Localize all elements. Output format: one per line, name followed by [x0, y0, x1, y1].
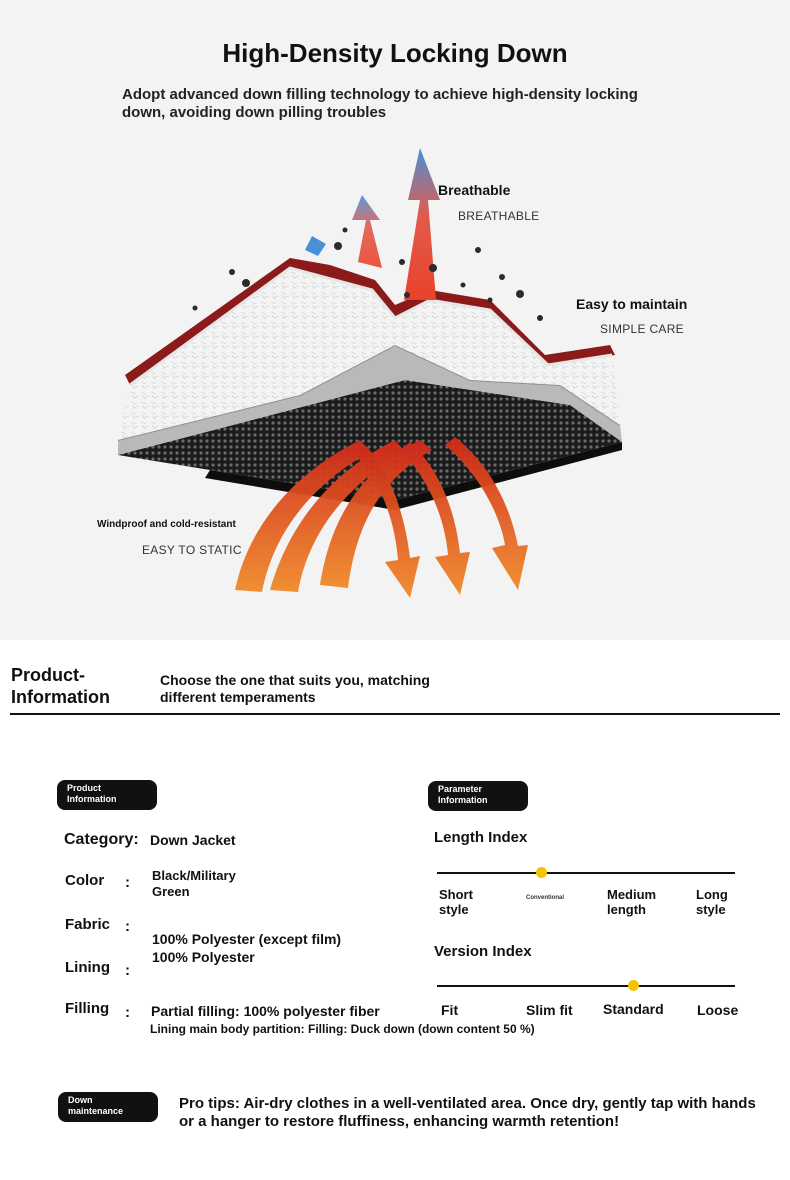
- version-option-standard: Standard: [603, 1001, 664, 1017]
- length-scale-marker: [536, 867, 547, 878]
- label-simple-care: SIMPLE CARE: [600, 322, 684, 336]
- fabric-value: 100% Polyester (except film) 100% Polyester: [152, 931, 342, 965]
- filling-value: Partial filling: 100% polyester fiber: [151, 1003, 380, 1019]
- label-breathable-caps: BREATHABLE: [458, 209, 540, 223]
- length-option-conventional: Conventional: [526, 895, 565, 901]
- pro-tips-text: Pro tips: Air-dry clothes in a well-ventilated area. Once dry, gently tap with hands or a hanger to restore fluffiness, enhancing warmth retention!: [179, 1095, 756, 1130]
- color-value: Black/Military Green: [152, 868, 236, 899]
- product-information-pill: Product Information: [57, 780, 157, 810]
- label-windproof: Windproof and cold-resistant: [97, 519, 236, 530]
- filling-extra: Lining main body partition: Filling: Duck down (down content 50 %): [150, 1022, 535, 1036]
- label-easy-maintain: Easy to maintain: [576, 296, 688, 312]
- down-maintenance-pill: Down maintenance: [58, 1092, 158, 1122]
- version-scale-marker: [628, 980, 639, 991]
- hero-subtitle: Adopt advanced down filling technology to achieve high-density locking down, avoiding down pilling troubles: [122, 86, 638, 121]
- fabric-label: Fabric: [65, 916, 111, 933]
- color-label: Color: [65, 872, 105, 889]
- length-option-medium: Medium length: [607, 887, 657, 917]
- category-value: Down Jacket: [150, 832, 236, 848]
- label-easy-static: EASY TO STATIC: [142, 543, 242, 557]
- product-information-title: Product- Information: [11, 665, 110, 707]
- hero-title: High-Density Locking Down: [222, 38, 568, 68]
- lining-label: Lining: [65, 959, 110, 976]
- version-scale-line: [437, 985, 735, 987]
- section-divider: [10, 713, 780, 715]
- filling-label: Filling: [65, 1000, 110, 1017]
- parameter-information-pill: Parameter Information: [428, 781, 528, 811]
- version-option-fit: Fit: [441, 1002, 459, 1018]
- product-information-subtitle: Choose the one that suits you, matching different temperaments: [160, 672, 430, 705]
- fabric-colon: :: [125, 918, 130, 935]
- filling-colon: :: [125, 1004, 130, 1021]
- color-colon: :: [125, 874, 130, 891]
- version-option-loose: Loose: [697, 1002, 739, 1018]
- version-option-slim-fit: Slim fit: [526, 1002, 573, 1018]
- category-label: Category:: [64, 831, 139, 848]
- length-option-long: Long style: [696, 887, 728, 917]
- lining-colon: :: [125, 962, 130, 979]
- label-breathable: Breathable: [438, 182, 511, 198]
- version-index-title: Version Index: [434, 943, 532, 960]
- length-index-title: Length Index: [434, 829, 528, 846]
- length-scale-line: [437, 872, 735, 874]
- length-option-short: Short style: [439, 887, 473, 917]
